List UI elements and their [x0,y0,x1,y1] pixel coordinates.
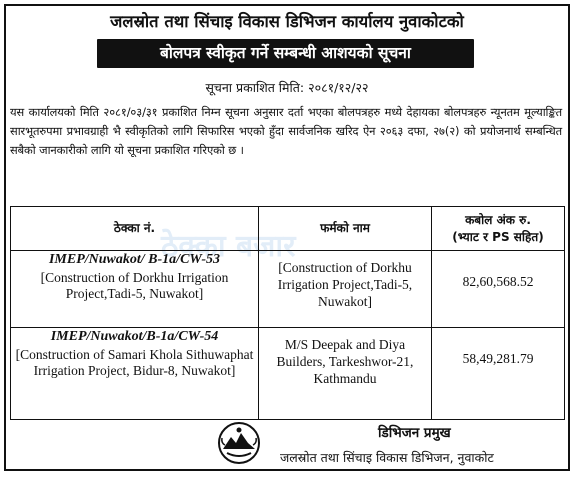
contract-cell [11,251,259,328]
amount-cell [432,251,565,328]
firm-cell [259,328,432,420]
project-name: [Construction of Dorkhu Irrigation Project,Tadi-5, Nuwakot] [40,270,229,301]
header-amount [432,207,565,251]
header-amount-line2: (भ्याट र PS सहित) [452,229,544,244]
signature-title: डिभिजन प्रमुख [378,425,451,441]
table-row [11,328,565,420]
bid-table [10,206,565,420]
firm-name: M/S Deepak and Diya Builders, Tarkeshwor-21, Kathmandu [276,337,414,386]
notice-banner: बोलपत्र स्वीकृत गर्ने सम्बन्धी आशयको सूचना [97,39,474,68]
government-emblem-icon [217,421,261,465]
signature-office: जलस्रोत तथा सिंचाइ विकास डिभिजन, नुवाकोट [280,450,494,465]
published-date: सूचना प्रकाशित मिति: २०८१/१२/२२ [205,80,369,95]
project-name: [Construction of Samari Khola Sithuwaphat Irrigation Project, Bidur-8, Nuwakot] [15,347,254,378]
header-firm-name: फर्मको नाम [259,207,432,251]
bid-amount: 58,49,281.79 [462,351,534,366]
contract-ref: IMEP/Nuwakot/ B-1a/CW-53 [48,252,220,267]
amount-cell [432,328,565,420]
header-contract-no: ठेक्का नं. [11,207,259,251]
notice-frame [4,4,570,471]
table-header-row [11,207,565,251]
firm-name: [Construction of Dorkhu Irrigation Project,Tadi-5, Nuwakot] [277,260,413,309]
firm-cell [259,251,432,328]
table-row [11,251,565,328]
header-amount-line1: कबोल अंक रु. [465,212,531,227]
contract-ref: IMEP/Nuwakot/B-1a/CW-54 [50,329,219,344]
watermark: ठेक्का बजार [161,229,296,264]
office-title: जलस्रोत तथा सिंचाइ विकास डिभिजन कार्यालय नुवाकोटको [110,12,464,31]
contract-cell [11,328,259,420]
bid-amount: 82,60,568.52 [462,274,534,289]
notice-body: यस कार्यालयको मिति २०८१/०३/३१ प्रकाशित निम्न सूचना अनुसार दर्ता भएका बोलपत्रहरु मध्ये देहायका बोलपत्रहरु न्यूनतम मूल्याङ्कित सारभूतरुपमा प्रभावग्राही भै स्वीकृतिको लागि सिफारिस भएको हुँदा सार्वजनिक खरिद ऐन २०६३ दफा, २७(२) को प्रयोजनार्थ सम्बन्धित सबैको जानकारीको लागि यो सूचना प्रकाशित गरिएको छ । [10,105,562,157]
